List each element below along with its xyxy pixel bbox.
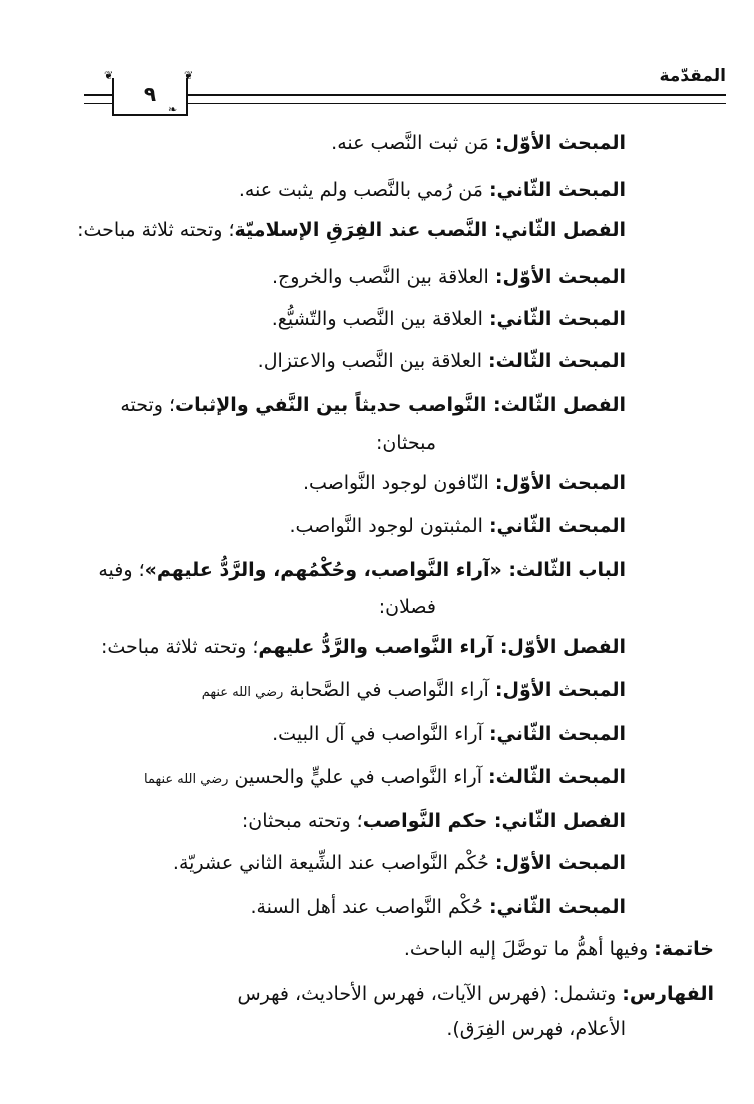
toc-line-continuation bbox=[376, 430, 436, 456]
line-label: المبحث الثّاني: bbox=[488, 896, 626, 918]
line-title: النَّصب عند الفِرَقِ الإسلاميّة bbox=[234, 219, 494, 241]
line-text: مَن رُمي بالنَّصب ولم يثبت عنه. bbox=[238, 179, 489, 201]
line-text: ؛ وتحته ثلاثة مباحث: bbox=[77, 219, 235, 241]
line-text: النّافون لوجود النَّواصب. bbox=[302, 472, 495, 494]
line-text: فصلان: bbox=[378, 596, 436, 618]
line-text: وتشمل: (فهرس الآيات، فهرس الأحاديث، فهرس bbox=[237, 983, 623, 1005]
page-number: ٩ bbox=[143, 82, 157, 106]
line-label: المبحث الثّاني: bbox=[488, 723, 626, 745]
toc-line bbox=[173, 850, 626, 876]
honorific-glyph: رضي الله عنهما bbox=[143, 772, 229, 787]
toc-line bbox=[239, 177, 626, 203]
line-label: الفصل الأوّل: bbox=[499, 636, 626, 658]
line-label: الفصل الثّاني: bbox=[493, 219, 626, 241]
line-text: الأعلام، فهرس الفِرَق). bbox=[446, 1018, 626, 1040]
line-title: النَّواصب حديثاً بين النَّفي والإثبات bbox=[175, 394, 493, 416]
line-label: خاتمة: bbox=[654, 938, 714, 960]
line-text: آراء النَّواصب في آل البيت. bbox=[272, 723, 489, 745]
line-label: الفصل الثّالث: bbox=[493, 394, 626, 416]
toc-line bbox=[289, 513, 626, 539]
honorific-glyph: رضي الله عنهم bbox=[201, 685, 284, 700]
line-text: مبحثان: bbox=[375, 432, 436, 454]
toc-line bbox=[331, 130, 626, 156]
line-label: الفهارس: bbox=[622, 983, 714, 1005]
toc-line-continuation bbox=[446, 1016, 626, 1042]
line-label: الباب الثّالث: bbox=[508, 559, 626, 581]
toc-line bbox=[258, 348, 626, 374]
toc-line bbox=[272, 721, 626, 747]
ornament-bottom-icon: ❧ bbox=[168, 103, 178, 116]
header-rule-left bbox=[84, 94, 110, 104]
line-label: المبحث الأوّل: bbox=[494, 679, 626, 701]
toc-line-continuation bbox=[379, 594, 436, 620]
line-label: المبحث الثّاني: bbox=[488, 515, 626, 537]
line-label: المبحث الأوّل: bbox=[494, 852, 626, 874]
toc-line bbox=[303, 470, 626, 496]
toc-line bbox=[98, 557, 626, 583]
line-label: المبحث الثّالث: bbox=[488, 766, 626, 788]
toc-line bbox=[101, 634, 626, 660]
toc-line bbox=[120, 392, 626, 418]
ornament-right-icon: ❦ bbox=[184, 69, 194, 82]
line-text: المثبتون لوجود النَّواصب. bbox=[289, 515, 489, 537]
running-title: المقدّمة bbox=[659, 66, 726, 86]
line-text: وفيها أهمُّ ما توصَّلَ إليه الباحث. bbox=[403, 938, 655, 960]
line-title: حكم النَّواصب bbox=[362, 810, 494, 832]
line-text: ؛ وتحته ثلاثة مباحث: bbox=[101, 636, 259, 658]
toc-line bbox=[202, 677, 626, 706]
line-label: المبحث الثّالث: bbox=[488, 350, 626, 372]
toc-line bbox=[272, 306, 626, 332]
line-text: ؛ وفيه bbox=[98, 559, 145, 581]
line-text: العلاقة بين النَّصب والاعتزال. bbox=[257, 350, 489, 372]
line-label: المبحث الثّاني: bbox=[488, 179, 626, 201]
line-text: مَن ثبت النَّصب عنه. bbox=[331, 132, 495, 154]
line-text: العلاقة بين النَّصب والتّشيُّع. bbox=[271, 308, 489, 330]
line-title: آراء النَّواصب والرَّدُّ عليهم bbox=[258, 636, 500, 658]
line-text: حُكْم النَّواصب عند أهل السنة. bbox=[250, 896, 489, 918]
ornament-left-icon: ❦ bbox=[104, 69, 114, 82]
line-text: آراء النَّواصب في عليٍّ والحسين bbox=[228, 766, 489, 788]
toc-line bbox=[250, 894, 626, 920]
line-text: آراء النَّواصب في الصَّحابة bbox=[283, 679, 495, 701]
toc-line bbox=[404, 936, 714, 962]
line-text: ؛ وتحته مبحثان: bbox=[241, 810, 363, 832]
line-label: المبحث الأوّل: bbox=[494, 132, 626, 154]
toc-line bbox=[242, 808, 626, 834]
toc-line bbox=[77, 217, 626, 243]
line-text: العلاقة بين النَّصب والخروج. bbox=[271, 266, 495, 288]
line-text: حُكْم النَّواصب عند الشِّيعة الثاني عشريّة. bbox=[172, 852, 495, 874]
toc-line bbox=[272, 264, 626, 290]
toc-line bbox=[237, 981, 714, 1007]
line-label: المبحث الأوّل: bbox=[494, 472, 626, 494]
line-label: المبحث الثّاني: bbox=[488, 308, 626, 330]
line-label: الفصل الثّاني: bbox=[493, 810, 626, 832]
line-text: ؛ وتحته bbox=[120, 394, 176, 416]
line-label: المبحث الأوّل: bbox=[494, 266, 626, 288]
toc-line bbox=[144, 764, 626, 793]
line-title: «آراء النَّواصب، وحُكْمُهم، والرَّدُّ عليهم» bbox=[144, 559, 509, 581]
